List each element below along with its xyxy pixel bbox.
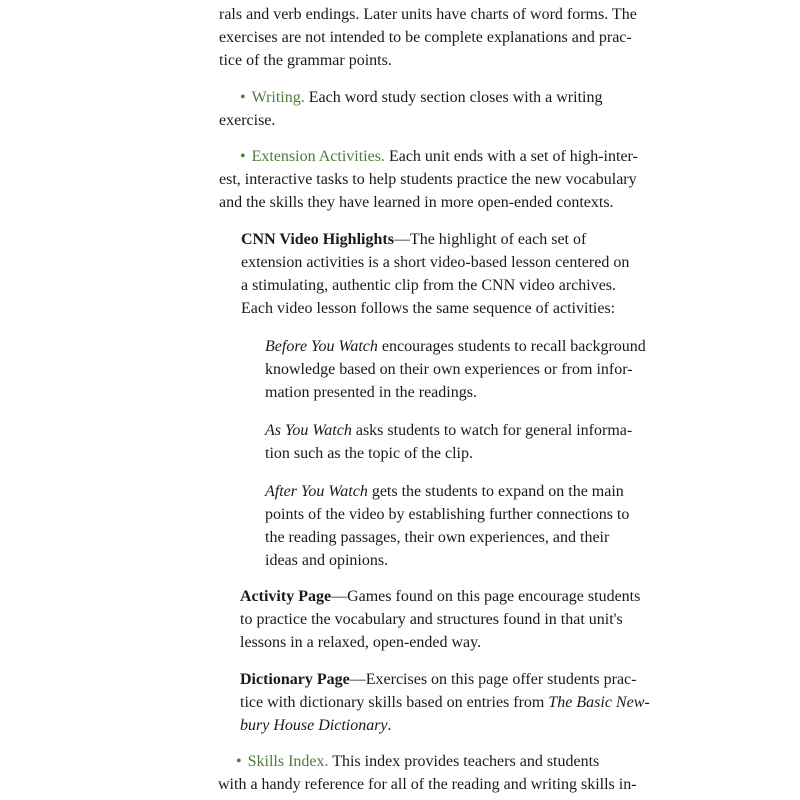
intro-line-2: exercises are not intended to be complete explanations and prac- bbox=[219, 29, 632, 46]
activity-line-3: lessons in a relaxed, open-ended way. bbox=[240, 634, 482, 651]
activity-line-2: to practice the vocabulary and structures found in that unit's bbox=[240, 611, 623, 628]
as-line-1 bbox=[265, 421, 632, 441]
activity-line-1 bbox=[240, 587, 640, 607]
writing-line-1 bbox=[240, 88, 602, 108]
cnn-line-3: a stimulating, authentic clip from the CNN video archives. bbox=[241, 277, 617, 294]
intro-line-1: rals and verb endings. Later units have charts of word forms. The bbox=[219, 6, 637, 23]
dictionary-line-1 bbox=[240, 670, 636, 690]
after-text: gets the students to expand on the main bbox=[367, 483, 624, 500]
before-line-3: mation presented in the readings. bbox=[265, 384, 477, 401]
writing-line-2: exercise. bbox=[219, 112, 276, 129]
extension-line-3: and the skills they have learned in more open-ended contexts. bbox=[219, 194, 614, 211]
after-line-1 bbox=[265, 482, 624, 502]
before-line-1 bbox=[265, 337, 646, 357]
intro-line-3: tice of the grammar points. bbox=[219, 52, 392, 69]
before-line-2: knowledge based on their own experiences or from infor- bbox=[265, 361, 633, 378]
skills-heading: Skills Index. bbox=[247, 753, 329, 770]
before-text: encourages students to recall background bbox=[377, 338, 646, 355]
as-text: asks students to watch for general informa- bbox=[351, 422, 633, 439]
extension-line-1 bbox=[240, 147, 638, 167]
after-title: After You Watch bbox=[265, 483, 368, 500]
after-line-4: ideas and opinions. bbox=[265, 552, 389, 569]
dictionary-book-title: The Basic New- bbox=[548, 694, 650, 711]
extension-line-2: est, interactive tasks to help students practice the new vocabulary bbox=[219, 171, 637, 188]
bullet-icon: • bbox=[240, 148, 246, 165]
dictionary-line-3 bbox=[240, 716, 392, 736]
dictionary-text-2: tice with dictionary skills based on entries from bbox=[240, 694, 549, 711]
skills-text: This index provides teachers and students bbox=[328, 753, 600, 770]
activity-text: —Games found on this page encourage students bbox=[331, 588, 641, 605]
extension-heading: Extension Activities. bbox=[251, 148, 385, 165]
writing-text: Each word study section closes with a writing bbox=[304, 89, 603, 106]
as-title: As You Watch bbox=[265, 422, 352, 439]
dictionary-period: . bbox=[387, 717, 392, 734]
dictionary-text: —Exercises on this page offer students prac- bbox=[349, 671, 637, 688]
cnn-line-1 bbox=[241, 230, 586, 250]
skills-line-1 bbox=[236, 752, 599, 772]
as-line-2: tion such as the topic of the clip. bbox=[265, 445, 473, 462]
cnn-heading: CNN Video Highlights bbox=[241, 231, 394, 248]
after-line-3: the reading passages, their own experiences, and their bbox=[265, 529, 610, 546]
writing-heading: Writing. bbox=[251, 89, 305, 106]
extension-text: Each unit ends with a set of high-inter- bbox=[384, 148, 638, 165]
dictionary-heading: Dictionary Page bbox=[240, 671, 350, 688]
cnn-text: —The highlight of each set of bbox=[393, 231, 587, 248]
after-line-2: points of the video by establishing further connections to bbox=[265, 506, 630, 523]
skills-line-2: with a handy reference for all of the reading and writing skills in- bbox=[218, 776, 637, 793]
activity-heading: Activity Page bbox=[240, 588, 332, 605]
cnn-line-4: Each video lesson follows the same sequence of activities: bbox=[241, 300, 616, 317]
dictionary-book-title-end: bury House Dictionary bbox=[240, 717, 388, 734]
bullet-icon: • bbox=[240, 89, 246, 106]
dictionary-line-2 bbox=[240, 693, 650, 713]
before-title: Before You Watch bbox=[265, 338, 378, 355]
bullet-icon: • bbox=[236, 753, 242, 770]
cnn-line-2: extension activities is a short video-based lesson centered on bbox=[241, 254, 630, 271]
